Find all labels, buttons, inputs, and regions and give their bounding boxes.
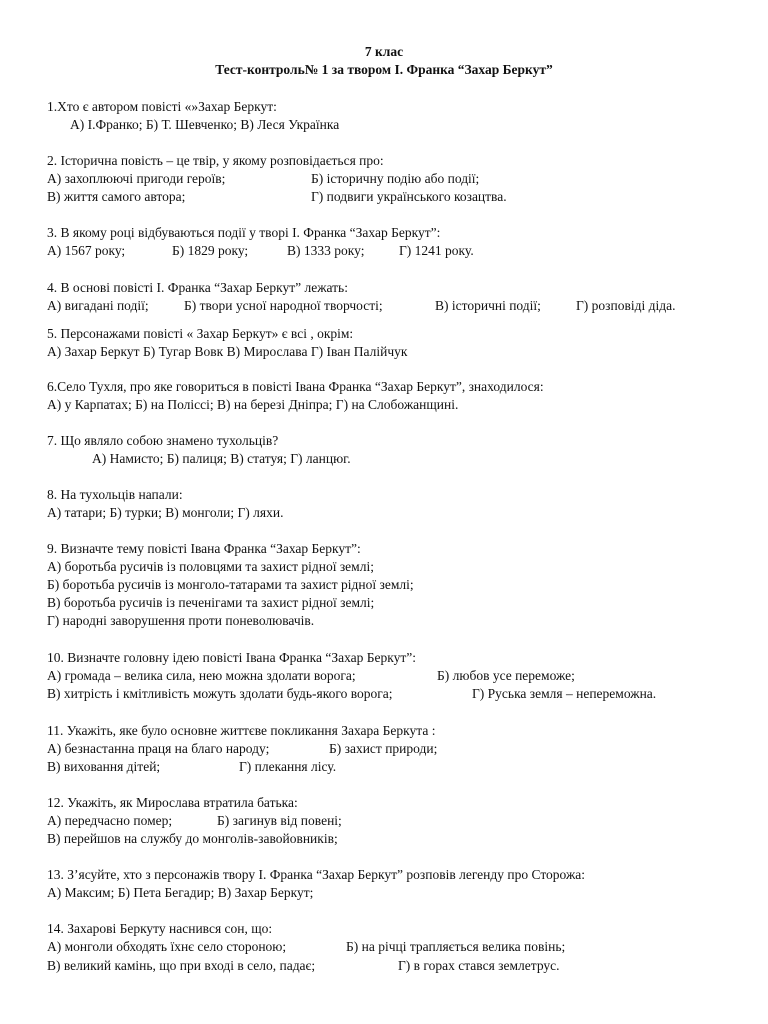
answer-options-6: А) у Карпатах; Б) на Поліссі; В) на березі Дніпра; Г) на Слобожанщині. — [47, 397, 459, 412]
question-5: 5. Персонажами повісті « Захар Беркут» є всі , окрім: — [47, 326, 354, 341]
answer-option-4b: Б) твори усної народної творчості; — [184, 298, 383, 313]
answer-option-14c: В) великий камінь, що при вході в село, падає; — [47, 958, 316, 973]
answer-option-3a: А) 1567 року; — [47, 243, 126, 258]
question-9: 9. Визначте тему повісті Івана Франка “Захар Беркут”: — [47, 541, 361, 556]
answer-option-9c: В) боротьба русичів із печенігами та захист рідної землі; — [47, 595, 375, 610]
question-4: 4. В основі повісті І. Франка “Захар Беркут” лежать: — [47, 280, 348, 295]
answer-option-12a: А) передчасно помер; — [47, 813, 173, 828]
question-14: 14. Захарові Беркуту наснився сон, що: — [47, 921, 273, 936]
answer-option-10c: В) хитрість і кмітливість можуть здолати будь-якого ворога; — [47, 686, 393, 701]
answer-option-11a: А) безнастанна праця на благо народу; — [47, 741, 270, 756]
question-11: 11. Укажіть, яке було основне життєве покликання Захара Беркута : — [47, 723, 436, 738]
test-title: Тест-контроль№ 1 за твором І. Франка “Захар Беркут” — [215, 62, 553, 77]
answer-options-7: А) Намисто; Б) палиця; В) статуя; Г) ланцюг. — [92, 451, 351, 466]
question-6: 6.Село Тухля, про яке говориться в повісті Івана Франка “Захар Беркут”, знаходилося: — [47, 379, 544, 394]
answer-option-3d: Г) 1241 року. — [399, 243, 474, 258]
answer-option-14d: Г) в горах стався землетрус. — [398, 958, 560, 973]
answer-option-2b: Б) історичну подію або події; — [311, 171, 480, 186]
answer-options-13: А) Максим; Б) Пета Бегадир; В) Захар Беркут; — [47, 885, 314, 900]
question-8: 8. На тухольців напали: — [47, 487, 183, 502]
answer-option-9b: Б) боротьба русичів із монголо-татарами та захист рідної землі; — [47, 577, 414, 592]
answer-option-14b: Б) на річці трапляється велика повінь; — [346, 939, 566, 954]
answer-option-9d: Г) народні заворушення проти поневолювачів. — [47, 613, 315, 628]
answer-option-14a: А) монголи обходять їхнє село стороною; — [47, 939, 287, 954]
answer-option-10a: А) громада – велика сила, нею можна здолати ворога; — [47, 668, 356, 683]
answer-option-12b: Б) загинув від повені; — [217, 813, 342, 828]
question-2: 2. Історична повість – це твір, у якому розповідається про: — [47, 153, 384, 168]
answer-option-9a: А) боротьба русичів із половцями та захист рідної землі; — [47, 559, 374, 574]
answer-option-4c: В) історичні події; — [435, 298, 541, 313]
grade-heading: 7 клас — [364, 44, 404, 59]
question-7: 7. Що являло собою знамено тухольців? — [47, 433, 279, 448]
question-1: 1.Хто є автором повісті «»Захар Беркут: — [47, 99, 277, 114]
answer-option-12c: В) перейшов на службу до монголів-завойовників; — [47, 831, 338, 846]
answer-option-11c: В) виховання дітей; — [47, 759, 161, 774]
answer-option-10d: Г) Руська земля – непереможна. — [472, 686, 657, 701]
answer-option-2a: А) захоплюючі пригоди героїв; — [47, 171, 226, 186]
question-13: 13. З’ясуйте, хто з персонажів твору І. Франка “Захар Беркут” розповів легенду про Сторожа: — [47, 867, 586, 882]
answer-option-3b: Б) 1829 року; — [172, 243, 249, 258]
question-12: 12. Укажіть, як Мирослава втратила батька: — [47, 795, 298, 810]
answer-options-8: А) татари; Б) турки; В) монголи; Г) ляхи. — [47, 505, 284, 520]
question-3: 3. В якому році відбуваються події у творі І. Франка “Захар Беркут”: — [47, 225, 441, 240]
answer-option-10b: Б) любов усе переможе; — [437, 668, 575, 683]
answer-option-2d: Г) подвиги українського козацтва. — [311, 189, 507, 204]
answer-option-4a: А) вигадані події; — [47, 298, 149, 313]
answer-option-11b: Б) захист природи; — [329, 741, 438, 756]
question-10: 10. Визначте головну ідею повісті Івана Франка “Захар Беркут”: — [47, 650, 417, 665]
answer-option-4d: Г) розповіді діда. — [576, 298, 676, 313]
answer-option-2c: В) життя самого автора; — [47, 189, 186, 204]
answer-options-5: А) Захар Беркут Б) Тугар Вовк В) Мирослава Г) Іван Палійчук — [47, 344, 408, 359]
answer-option-11d: Г) плекання лісу. — [239, 759, 337, 774]
answer-options-1: А) І.Франко; Б) Т. Шевченко; В) Леся Українка — [70, 117, 340, 132]
answer-option-3c: В) 1333 року; — [287, 243, 365, 258]
